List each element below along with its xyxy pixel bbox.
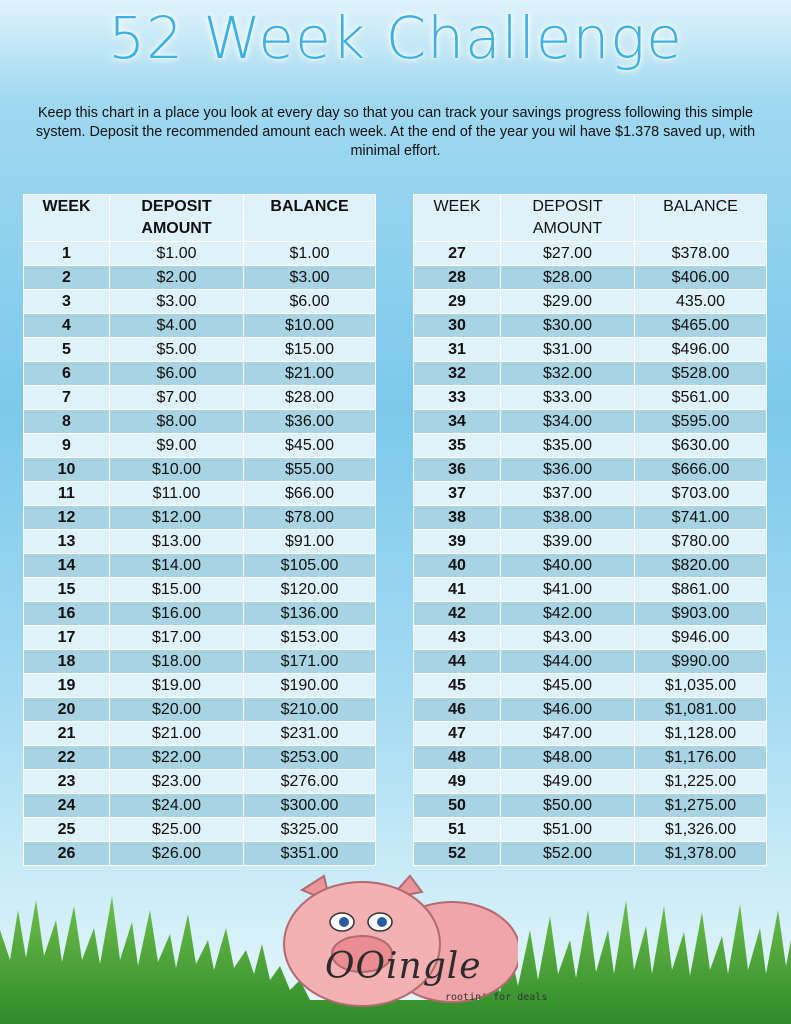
table-row [24,314,376,338]
deposit-cell: $6.00 [110,362,244,386]
balance-cell: $45.00 [244,434,376,458]
balance-cell: $1,326.00 [635,818,767,842]
table-row [414,410,767,434]
deposit-cell: $5.00 [110,338,244,362]
balance-cell: $153.00 [244,626,376,650]
deposit-cell: $52.00 [501,842,635,866]
deposit-cell: $44.00 [501,650,635,674]
table-row [414,482,767,506]
balance-cell: $666.00 [635,458,767,482]
deposit-cell: $18.00 [110,650,244,674]
week-cell: 18 [24,650,110,674]
table-row [24,482,376,506]
deposit-cell: $3.00 [110,290,244,314]
balance-cell: $528.00 [635,362,767,386]
week-cell: 40 [414,554,501,578]
balance-cell: $78.00 [244,506,376,530]
table-row [414,626,767,650]
table-row [414,770,767,794]
balance-cell: $28.00 [244,386,376,410]
week-header: WEEK [24,195,110,242]
week-cell: 41 [414,578,501,602]
week-cell: 5 [24,338,110,362]
deposit-cell: $37.00 [501,482,635,506]
deposit-cell: $38.00 [501,506,635,530]
balance-cell: $378.00 [635,242,767,266]
balance-cell: $10.00 [244,314,376,338]
table-row [24,362,376,386]
deposit-cell: $36.00 [501,458,635,482]
table-row [414,242,767,266]
balance-cell: $1,378.00 [635,842,767,866]
deposit-cell: $26.00 [110,842,244,866]
table-row [24,626,376,650]
week-cell: 24 [24,794,110,818]
deposit-cell: $22.00 [110,746,244,770]
week-cell: 17 [24,626,110,650]
deposit-cell: $7.00 [110,386,244,410]
balance-cell: $253.00 [244,746,376,770]
deposit-cell: $32.00 [501,362,635,386]
balance-cell: $190.00 [244,674,376,698]
week-cell: 31 [414,338,501,362]
week-cell: 30 [414,314,501,338]
balance-cell: $300.00 [244,794,376,818]
balance-cell: $1,275.00 [635,794,767,818]
balance-cell: $55.00 [244,458,376,482]
balance-cell: $210.00 [244,698,376,722]
deposit-cell: $47.00 [501,722,635,746]
week-cell: 14 [24,554,110,578]
week-cell: 29 [414,290,501,314]
week-cell: 46 [414,698,501,722]
table-row [414,314,767,338]
deposit-cell: $15.00 [110,578,244,602]
deposit-cell: $31.00 [501,338,635,362]
table-row [24,698,376,722]
deposit-header: DEPOSIT AMOUNT [501,195,635,242]
deposit-cell: $35.00 [501,434,635,458]
table-row [24,770,376,794]
balance-cell: $1,035.00 [635,674,767,698]
table-row [414,650,767,674]
week-cell: 20 [24,698,110,722]
week-cell: 15 [24,578,110,602]
week-cell: 32 [414,362,501,386]
balance-cell: $6.00 [244,290,376,314]
week-cell: 42 [414,602,501,626]
table-row [24,506,376,530]
balance-cell: $231.00 [244,722,376,746]
week-cell: 6 [24,362,110,386]
week-cell: 19 [24,674,110,698]
table-row [24,674,376,698]
table-row [414,746,767,770]
table-row [24,530,376,554]
table-row [414,290,767,314]
table-row [24,650,376,674]
table-row [414,698,767,722]
week-header: WEEK [414,195,501,242]
balance-cell: $741.00 [635,506,767,530]
week-cell: 26 [24,842,110,866]
balance-cell: $351.00 [244,842,376,866]
week-cell: 52 [414,842,501,866]
week-cell: 10 [24,458,110,482]
balance-cell: $990.00 [635,650,767,674]
deposit-cell: $4.00 [110,314,244,338]
deposit-cell: $25.00 [110,818,244,842]
table-row [414,338,767,362]
week-cell: 33 [414,386,501,410]
deposit-cell: $29.00 [501,290,635,314]
week-cell: 8 [24,410,110,434]
balance-cell: $276.00 [244,770,376,794]
table-row [24,746,376,770]
deposit-cell: $8.00 [110,410,244,434]
table-row [414,266,767,290]
table-row [414,722,767,746]
week-cell: 2 [24,266,110,290]
table-row [414,842,767,866]
balance-cell: $15.00 [244,338,376,362]
table-row [414,818,767,842]
table-row [24,410,376,434]
week-cell: 25 [24,818,110,842]
balance-cell: $1.00 [244,242,376,266]
deposit-cell: $20.00 [110,698,244,722]
table-row [24,818,376,842]
week-cell: 3 [24,290,110,314]
week-cell: 38 [414,506,501,530]
week-cell: 27 [414,242,501,266]
table-row [414,530,767,554]
week-cell: 23 [24,770,110,794]
deposit-cell: $40.00 [501,554,635,578]
balance-cell: $66.00 [244,482,376,506]
week-cell: 4 [24,314,110,338]
deposit-cell: $10.00 [110,458,244,482]
balance-cell: $1,176.00 [635,746,767,770]
deposit-cell: $13.00 [110,530,244,554]
table-row [414,362,767,386]
deposit-cell: $12.00 [110,506,244,530]
table-row [24,554,376,578]
balance-cell: $171.00 [244,650,376,674]
balance-cell: $496.00 [635,338,767,362]
deposit-cell: $11.00 [110,482,244,506]
balance-cell: $406.00 [635,266,767,290]
table-row [24,602,376,626]
logo-name: OOingle [325,946,482,987]
deposit-cell: $16.00 [110,602,244,626]
intro-text: Keep this chart in a place you look at every day so that you can track your savings progress following this simple system. Deposit the recommended amount each week. At the end of the year you wil have $1.378 saved up, with minimal effort. [35,105,756,159]
table-row [24,842,376,866]
week-cell: 1 [24,242,110,266]
deposit-cell: $46.00 [501,698,635,722]
table-row [414,578,767,602]
deposit-cell: $51.00 [501,818,635,842]
table-row [24,458,376,482]
balance-cell: $903.00 [635,602,767,626]
page-title: 52 Week Challenge [108,4,683,72]
deposit-cell: $41.00 [501,578,635,602]
deposit-cell: $45.00 [501,674,635,698]
deposit-cell: $50.00 [501,794,635,818]
week-cell: 34 [414,410,501,434]
balance-cell: $820.00 [635,554,767,578]
week-cell: 47 [414,722,501,746]
deposit-cell: $2.00 [110,266,244,290]
balance-cell: $136.00 [244,602,376,626]
balance-cell: $630.00 [635,434,767,458]
table-row [414,386,767,410]
balance-cell: $120.00 [244,578,376,602]
week-cell: 48 [414,746,501,770]
week-cell: 51 [414,818,501,842]
table-row [24,386,376,410]
week-cell: 35 [414,434,501,458]
balance-cell: $780.00 [635,530,767,554]
week-cell: 50 [414,794,501,818]
deposit-cell: $19.00 [110,674,244,698]
week-cell: 49 [414,770,501,794]
deposit-cell: $30.00 [501,314,635,338]
table-row [414,554,767,578]
week-cell: 7 [24,386,110,410]
table-row [24,434,376,458]
balance-cell: $1,128.00 [635,722,767,746]
deposit-cell: $1.00 [110,242,244,266]
week-cell: 45 [414,674,501,698]
week-cell: 43 [414,626,501,650]
deposit-cell: $17.00 [110,626,244,650]
balance-cell: $105.00 [244,554,376,578]
deposit-cell: $23.00 [110,770,244,794]
table-row [24,266,376,290]
week-cell: 9 [24,434,110,458]
deposit-cell: $14.00 [110,554,244,578]
deposit-cell: $39.00 [501,530,635,554]
table-row [414,602,767,626]
week-cell: 36 [414,458,501,482]
balance-cell: $325.00 [244,818,376,842]
deposit-cell: $49.00 [501,770,635,794]
table-row [414,794,767,818]
week-cell: 13 [24,530,110,554]
table-row [24,290,376,314]
logo-tagline: rootin' for deals [445,992,548,1003]
week-cell: 12 [24,506,110,530]
savings-table-weeks-27-52 [413,194,767,866]
deposit-header: DEPOSIT AMOUNT [110,195,244,242]
week-cell: 44 [414,650,501,674]
deposit-cell: $42.00 [501,602,635,626]
table-row [414,458,767,482]
balance-header: BALANCE [635,195,767,242]
table-row [24,794,376,818]
table-row [414,434,767,458]
deposit-cell: $27.00 [501,242,635,266]
savings-table-weeks-1-26 [23,194,376,866]
balance-cell: $1,081.00 [635,698,767,722]
balance-cell: $946.00 [635,626,767,650]
table-row [24,722,376,746]
balance-cell: 435.00 [635,290,767,314]
week-cell: 21 [24,722,110,746]
table-row [24,578,376,602]
week-cell: 37 [414,482,501,506]
balance-cell: $91.00 [244,530,376,554]
balance-cell: $1,225.00 [635,770,767,794]
balance-cell: $861.00 [635,578,767,602]
balance-cell: $21.00 [244,362,376,386]
deposit-cell: $48.00 [501,746,635,770]
deposit-cell: $9.00 [110,434,244,458]
balance-cell: $36.00 [244,410,376,434]
deposit-cell: $24.00 [110,794,244,818]
balance-header: BALANCE [244,195,376,242]
balance-cell: $561.00 [635,386,767,410]
week-cell: 39 [414,530,501,554]
week-cell: 28 [414,266,501,290]
table-row [24,338,376,362]
balance-cell: $595.00 [635,410,767,434]
week-cell: 16 [24,602,110,626]
deposit-cell: $21.00 [110,722,244,746]
deposit-cell: $43.00 [501,626,635,650]
deposit-cell: $34.00 [501,410,635,434]
deposit-cell: $33.00 [501,386,635,410]
table-row [24,242,376,266]
deposit-cell: $28.00 [501,266,635,290]
table-row [414,674,767,698]
balance-cell: $703.00 [635,482,767,506]
balance-cell: $3.00 [244,266,376,290]
balance-cell: $465.00 [635,314,767,338]
table-row [414,506,767,530]
week-cell: 11 [24,482,110,506]
week-cell: 22 [24,746,110,770]
